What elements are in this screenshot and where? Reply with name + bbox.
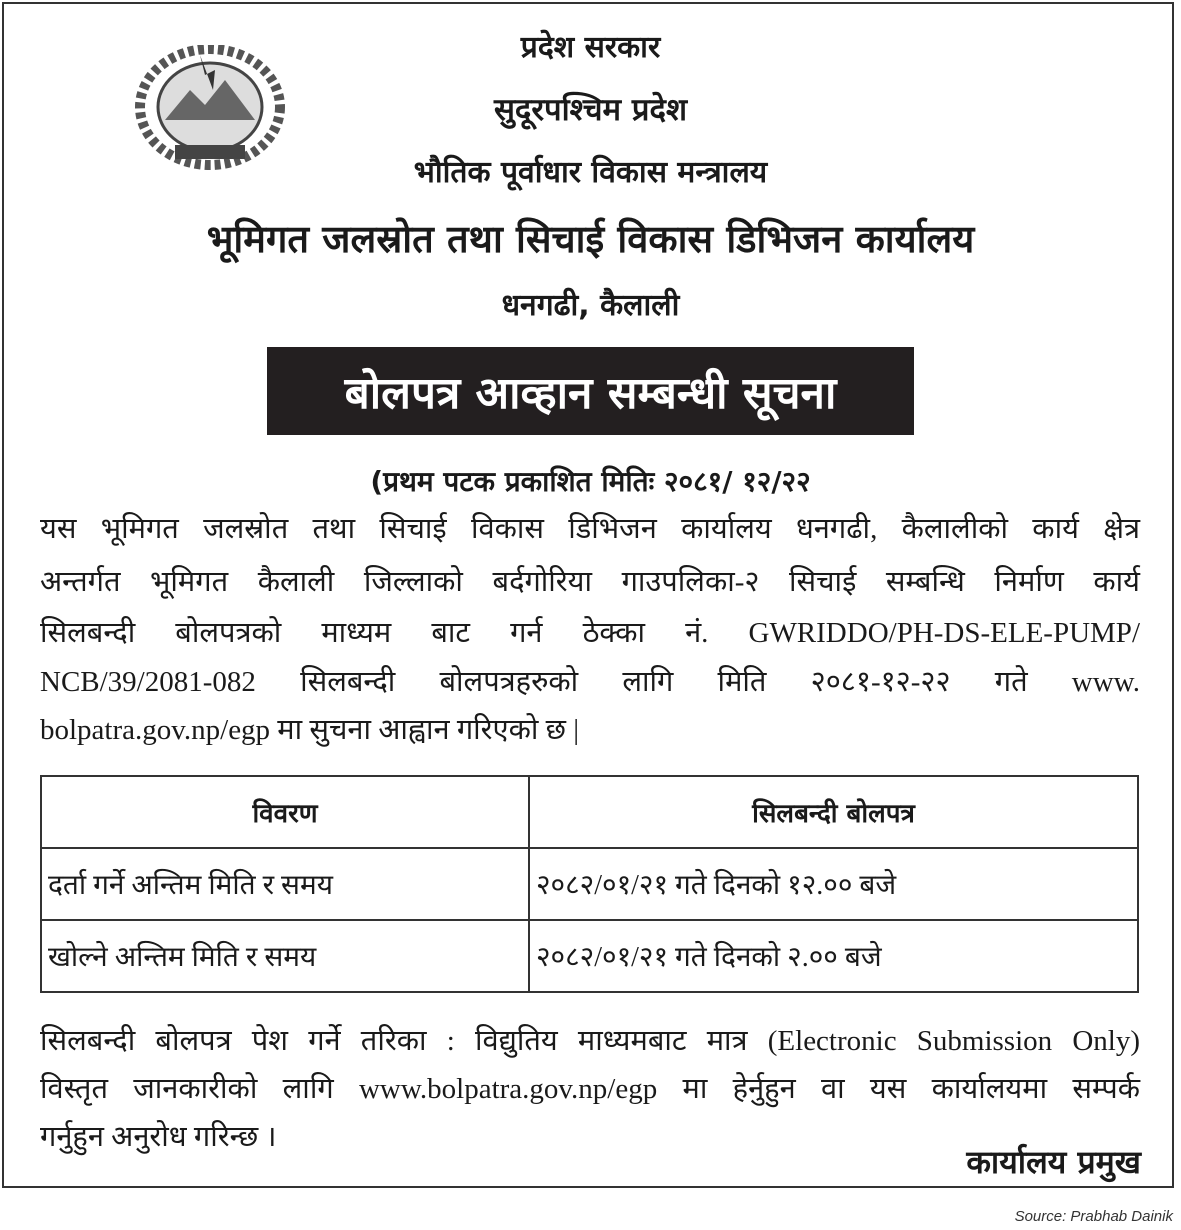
- office-name: भूमिगत जलस्रोत तथा सिचाई विकास डिभिजन कार्यालय: [206, 217, 975, 261]
- body-line: सिलबन्दी बोलपत्रको माध्यम बाट गर्न ठेक्का नं. GWRIDDO/PH-DS-ELE-PUMP/: [40, 617, 1140, 649]
- footer-line: विस्तृत जानकारीको लागि www.bolpatra.gov.np/egp मा हेर्नुहुन वा यस कार्यालयमा सम्पर्क: [40, 1073, 1140, 1105]
- body-line: bolpatra.gov.np/egp मा सुचना आह्वान गरिएको छ |: [40, 714, 580, 746]
- table-header-row: [41, 776, 1138, 848]
- table-cell: २०८२/०१/२१ गते दिनको २.०० बजे: [529, 920, 1138, 992]
- publication-date: (प्रथम पटक प्रकाशित मितिः २०८१/ १२/२२: [370, 465, 811, 498]
- header-line-2: सुदूरपश्चिम प्रदेश: [493, 92, 688, 128]
- column-header: सिलबन्दी बोलपत्र: [529, 776, 1138, 848]
- bid-schedule-table: [40, 775, 1139, 993]
- source-credit: Source: Prabhab Dainik: [1014, 1208, 1173, 1225]
- footer-line: गर्नुहुन अनुरोध गरिन्छ ।: [40, 1121, 277, 1153]
- table-cell: २०८२/०१/२१ गते दिनको १२.०० बजे: [529, 848, 1138, 920]
- footer-line: सिलबन्दी बोलपत्र पेश गर्ने तरिका : विद्युतिय माध्यमबाट मात्र (Electronic Submission Only): [40, 1025, 1140, 1057]
- body-line: अन्तर्गत भूमिगत कैलाली जिल्लाको बर्दगोरिया गाउपलिका-२ सिचाई सम्बन्धि निर्माण कार्य: [40, 566, 1140, 598]
- table-cell: दर्ता गर्ने अन्तिम मिति र समय: [41, 848, 529, 920]
- body-line: यस भूमिगत जलस्रोत तथा सिचाई विकास डिभिजन कार्यालय धनगढी, कैलालीको कार्य क्षेत्र: [40, 513, 1140, 545]
- column-header: विवरण: [41, 776, 529, 848]
- office-location: धनगढी, कैलाली: [501, 288, 680, 323]
- body-line: NCB/39/2081-082 सिलबन्दी बोलपत्रहरुको लागि मिति २०८१-१२-२२ गते www.: [40, 666, 1140, 698]
- table-row: [41, 848, 1138, 920]
- table-cell: खोल्ने अन्तिम मिति र समय: [41, 920, 529, 992]
- notice-title: बोलपत्र आव्हान सम्बन्धी सूचना: [267, 347, 914, 435]
- header-line-1: प्रदेश सरकार: [520, 30, 661, 65]
- table-row: [41, 920, 1138, 992]
- header-line-3: भौतिक पूर्वाधार विकास मन्त्रालय: [413, 155, 768, 190]
- signature: कार्यालय प्रमुख: [966, 1143, 1141, 1181]
